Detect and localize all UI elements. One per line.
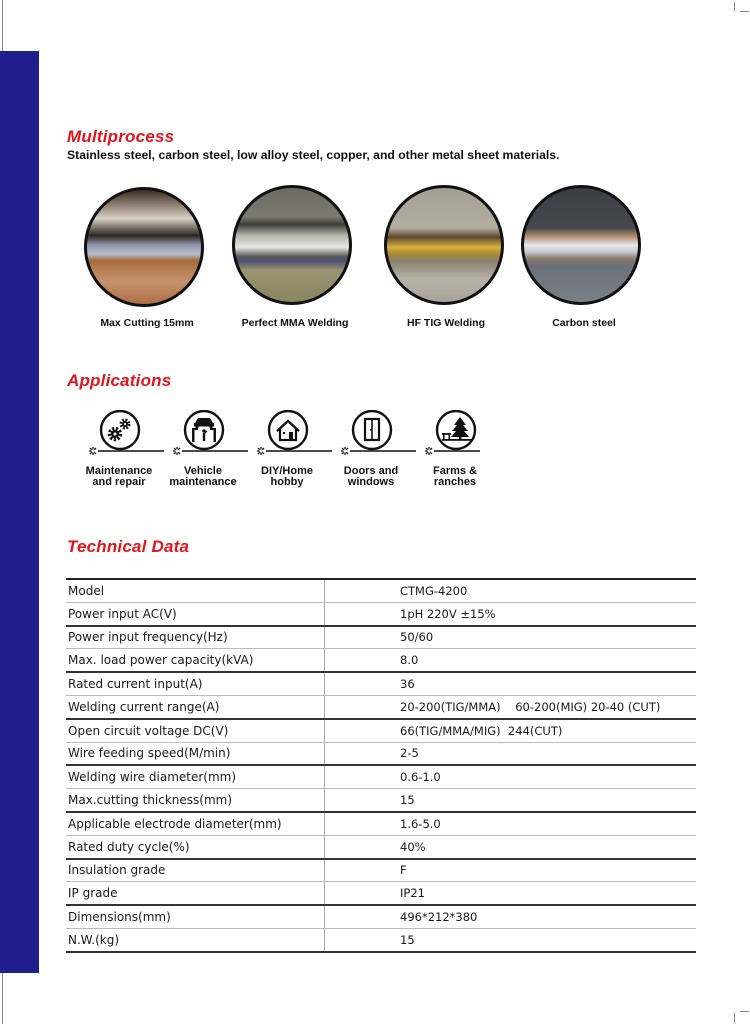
- application-label: Farms & ranches: [432, 465, 478, 488]
- tig-weld-bead-photo: [384, 185, 504, 305]
- technical-data-title: Technical Data: [67, 537, 190, 556]
- spark-underline-icon: [252, 444, 332, 458]
- spec-value: 50/60: [325, 626, 697, 649]
- spec-row: [66, 905, 696, 928]
- spec-key: Welding wire diameter(mm): [66, 765, 325, 788]
- spec-value: 8.0: [325, 649, 697, 672]
- spec-key: Applicable electrode diameter(mm): [66, 812, 325, 835]
- spec-key: Dimensions(mm): [66, 905, 325, 928]
- spec-value: 66(TIG/MMA/MIG) 244(CUT): [325, 719, 697, 742]
- spec-row: [66, 672, 696, 695]
- application-label: Vehicle maintenance: [169, 465, 237, 488]
- spark-underline-icon: [336, 444, 416, 458]
- spec-row: [66, 695, 696, 718]
- carbon-steel-weld-photo: [521, 185, 641, 305]
- spec-key: Rated duty cycle(%): [66, 835, 325, 858]
- spec-key: Wire feeding speed(M/min): [66, 742, 325, 765]
- spec-row: [66, 765, 696, 788]
- spec-row: [66, 649, 696, 672]
- multiprocess-subtitle: Stainless steel, carbon steel, low alloy steel, copper, and other metal sheet materials.: [67, 148, 560, 162]
- spec-key: Model: [66, 579, 325, 602]
- photo-label: Carbon steel: [552, 317, 616, 329]
- spec-value: F: [325, 859, 697, 882]
- spec-value: 0.6-1.0: [325, 765, 697, 788]
- multiprocess-title: Multiprocess: [67, 127, 175, 146]
- spec-key: Max. load power capacity(kVA): [66, 649, 325, 672]
- spec-key: Max.cutting thickness(mm): [66, 789, 325, 812]
- crop-mark-bottom-right: [740, 1011, 749, 1012]
- application-label: Doors and windows: [343, 465, 399, 488]
- spec-row: [66, 602, 696, 625]
- spec-row: [66, 835, 696, 858]
- application-label: Maintenance and repair: [85, 465, 153, 488]
- spec-row: [66, 742, 696, 765]
- spec-value: 20-200(TIG/MMA) 60-200(MIG) 20-40 (CUT): [325, 695, 697, 718]
- spec-value: 36: [325, 672, 697, 695]
- side-color-bar: [0, 51, 39, 973]
- spark-underline-icon: [168, 444, 248, 458]
- spec-row: [66, 928, 696, 951]
- spec-value: 2-5: [325, 742, 697, 765]
- crop-mark-bottom-right: [734, 1013, 735, 1023]
- spec-row: [66, 626, 696, 649]
- spec-key: Rated current input(A): [66, 672, 325, 695]
- spec-key: Power input frequency(Hz): [66, 626, 325, 649]
- spec-value: IP21: [325, 882, 697, 905]
- spec-row: [66, 882, 696, 905]
- spec-key: Insulation grade: [66, 859, 325, 882]
- photo-label: Perfect MMA Welding: [241, 317, 349, 329]
- spec-value: CTMG-4200: [325, 579, 697, 602]
- photo-label: Max Cutting 15mm: [100, 317, 194, 329]
- crop-mark-top-right: [734, 2, 735, 11]
- spec-key: IP grade: [66, 882, 325, 905]
- spec-row: [66, 789, 696, 812]
- spec-value: 15: [325, 928, 697, 951]
- spec-value: 1pH 220V ±15%: [325, 602, 697, 625]
- application-label: DIY/Home hobby: [261, 465, 313, 488]
- spec-row: [66, 812, 696, 835]
- spec-value: 1.6-5.0: [325, 812, 697, 835]
- photo-label: HF TIG Welding: [407, 317, 485, 329]
- spec-row: [66, 719, 696, 742]
- spec-value: 15: [325, 789, 697, 812]
- spec-key: Welding current range(A): [66, 695, 325, 718]
- cut-metal-plate-photo: [84, 187, 204, 307]
- spec-row: [66, 859, 696, 882]
- spark-underline-icon: [420, 444, 500, 458]
- spec-value: 40%: [325, 835, 697, 858]
- spec-key: Open circuit voltage DC(V): [66, 719, 325, 742]
- spec-value: 496*212*380: [325, 905, 697, 928]
- spec-row: [66, 579, 696, 602]
- crop-mark-top-right: [740, 11, 749, 12]
- applications-title: Applications: [67, 371, 172, 390]
- spark-underline-icon: [84, 444, 164, 458]
- spec-key: N.W.(kg): [66, 928, 325, 951]
- spec-key: Power input AC(V): [66, 602, 325, 625]
- technical-data-table: [66, 578, 696, 953]
- mma-weld-bead-photo: [232, 185, 352, 305]
